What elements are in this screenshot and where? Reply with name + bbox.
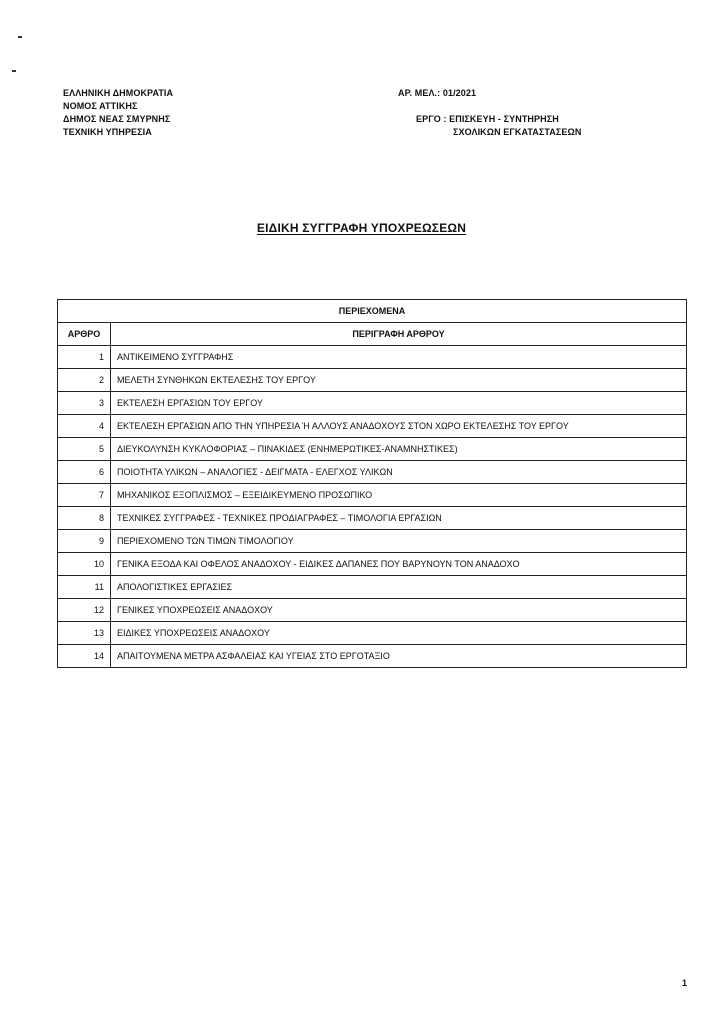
- article-description: ΓΕΝΙΚΑ ΕΞΟΔΑ ΚΑΙ ΟΦΕΛΟΣ ΑΝΑΔΟΧΟΥ - ΕΙΔΙΚΕΣ ΔΑΠΑΝΕΣ ΠΟΥ ΒΑΡΥΝΟΥΝ ΤΟΝ ΑΝΑΔΟΧΟ: [111, 553, 687, 576]
- table-row: [58, 369, 687, 392]
- column-header-article: ΑΡΘΡΟ: [58, 323, 111, 346]
- contents-table: [57, 299, 687, 668]
- table-row: [58, 530, 687, 553]
- article-description: ΠΟΙΟΤΗΤΑ ΥΛΙΚΩΝ – ΑΝΑΛΟΓΙΕΣ - ΔΕΙΓΜΑΤΑ - ΕΛΕΓΧΟΣ ΥΛΙΚΩΝ: [111, 461, 687, 484]
- article-number: 2: [58, 369, 111, 392]
- table-row: [58, 461, 687, 484]
- issuer-municipality: ΔΗΜΟΣ ΝΕΑΣ ΣΜΥΡΝΗΣ: [63, 114, 171, 124]
- article-description: ΜΗΧΑΝΙΚΟΣ ΕΞΟΠΛΙΣΜΟΣ – ΕΞΕΙΔΙΚΕΥΜΕΝΟ ΠΡΟΣΩΠΙΚΟ: [111, 484, 687, 507]
- article-number: 8: [58, 507, 111, 530]
- issuer-department: ΤΕΧΝΙΚΗ ΥΠΗΡΕΣΙΑ: [63, 127, 152, 137]
- article-number: 9: [58, 530, 111, 553]
- document-title-wrap: [0, 221, 723, 235]
- article-description: ΓΕΝΙΚΕΣ ΥΠΟΧΡΕΩΣΕΙΣ ΑΝΑΔΟΧΟΥ: [111, 599, 687, 622]
- article-description: ΔΙΕΥΚΟΛΥΝΣΗ ΚΥΚΛΟΦΟΡΙΑΣ – ΠΙΝΑΚΙΔΕΣ (ΕΝΗΜΕΡΩΤΙΚΕΣ-ΑΝΑΜΝΗΣΤΙΚΕΣ): [111, 438, 687, 461]
- scan-mark: [12, 70, 16, 72]
- article-number: 5: [58, 438, 111, 461]
- table-row: [58, 346, 687, 369]
- contents-body: [58, 346, 687, 668]
- project-title-line2: ΣΧΟΛΙΚΩΝ ΕΓΚΑΤΑΣΤΑΣΕΩΝ: [453, 127, 582, 137]
- article-description: ΕΚΤΕΛΕΣΗ ΕΡΓΑΣΙΩΝ ΑΠΟ ΤΗΝ ΥΠΗΡΕΣΙΑ Ή ΑΛΛΟΥΣ ΑΝΑΔΟΧΟΥΣ ΣΤΟΝ ΧΩΡΟ ΕΚΤΕΛΕΣΗΣ ΤΟΥ ΕΡΓΟΥ: [111, 415, 687, 438]
- article-description: ΕΙΔΙΚΕΣ ΥΠΟΧΡΕΩΣΕΙΣ ΑΝΑΔΟΧΟΥ: [111, 622, 687, 645]
- table-row: [58, 507, 687, 530]
- table-row: [58, 576, 687, 599]
- contents-caption-row: [58, 300, 687, 323]
- table-row: [58, 484, 687, 507]
- table-row: [58, 622, 687, 645]
- article-description: ΑΝΤΙΚΕΙΜΕΝΟ ΣΥΓΓΡΑΦΗΣ: [111, 346, 687, 369]
- issuer-country: ΕΛΛΗΝΙΚΗ ΔΗΜΟΚΡΑΤΙΑ: [63, 88, 174, 98]
- contents-header-row: [58, 323, 687, 346]
- article-description: ΕΚΤΕΛΕΣΗ ΕΡΓΑΣΙΩΝ ΤΟΥ ΕΡΓΟΥ: [111, 392, 687, 415]
- article-number: 6: [58, 461, 111, 484]
- article-number: 1: [58, 346, 111, 369]
- article-number: 7: [58, 484, 111, 507]
- article-description: ΑΠΟΛΟΓΙΣΤΙΚΕΣ ΕΡΓΑΣΙΕΣ: [111, 576, 687, 599]
- page-number: 1: [682, 978, 688, 988]
- table-row: [58, 392, 687, 415]
- table-row: [58, 415, 687, 438]
- article-description: ΑΠΑΙΤΟΥΜΕΝΑ ΜΕΤΡΑ ΑΣΦΑΛΕΙΑΣ ΚΑΙ ΥΓΕΙΑΣ ΣΤΟ ΕΡΓΟΤΑΞΙΟ: [111, 645, 687, 668]
- article-description: ΜΕΛΕΤΗ ΣΥΝΘΗΚΩΝ ΕΚΤΕΛΕΣΗΣ ΤΟΥ ΕΡΓΟΥ: [111, 369, 687, 392]
- scan-mark: [18, 36, 22, 38]
- article-description: ΤΕΧΝΙΚΕΣ ΣΥΓΓΡΑΦΕΣ - ΤΕΧΝΙΚΕΣ ΠΡΟΔΙΑΓΡΑΦΕΣ – ΤΙΜΟΛΟΓΙΑ ΕΡΓΑΣΙΩΝ: [111, 507, 687, 530]
- article-description: ΠΕΡΙΕΧΟΜΕΝΟ ΤΩΝ ΤΙΜΩΝ ΤΙΜΟΛΟΓΙΟΥ: [111, 530, 687, 553]
- table-row: [58, 645, 687, 668]
- article-number: 13: [58, 622, 111, 645]
- table-row: [58, 599, 687, 622]
- article-number: 11: [58, 576, 111, 599]
- study-reference: ΑΡ. ΜΕΛ.: 01/2021: [398, 88, 477, 98]
- article-number: 14: [58, 645, 111, 668]
- article-number: 10: [58, 553, 111, 576]
- article-number: 3: [58, 392, 111, 415]
- document-title: ΕΙΔΙΚΗ ΣΥΓΓΡΑΦΗ ΥΠΟΧΡΕΩΣΕΩΝ: [256, 221, 467, 235]
- issuer-prefecture: ΝΟΜΟΣ ΑΤΤΙΚΗΣ: [63, 101, 138, 111]
- contents-caption: ΠΕΡΙΕΧΟΜΕΝΑ: [58, 300, 687, 323]
- table-row: [58, 553, 687, 576]
- article-number: 12: [58, 599, 111, 622]
- issuer-block: [63, 87, 173, 139]
- project-title-line1: ΕΡΓΟ : ΕΠΙΣΚΕΥΗ - ΣΥΝΤΗΡΗΣΗ: [416, 114, 559, 124]
- article-number: 4: [58, 415, 111, 438]
- column-header-description: ΠΕΡΙΓΡΑΦΗ ΑΡΘΡΟΥ: [111, 323, 687, 346]
- project-block: [398, 87, 618, 139]
- table-row: [58, 438, 687, 461]
